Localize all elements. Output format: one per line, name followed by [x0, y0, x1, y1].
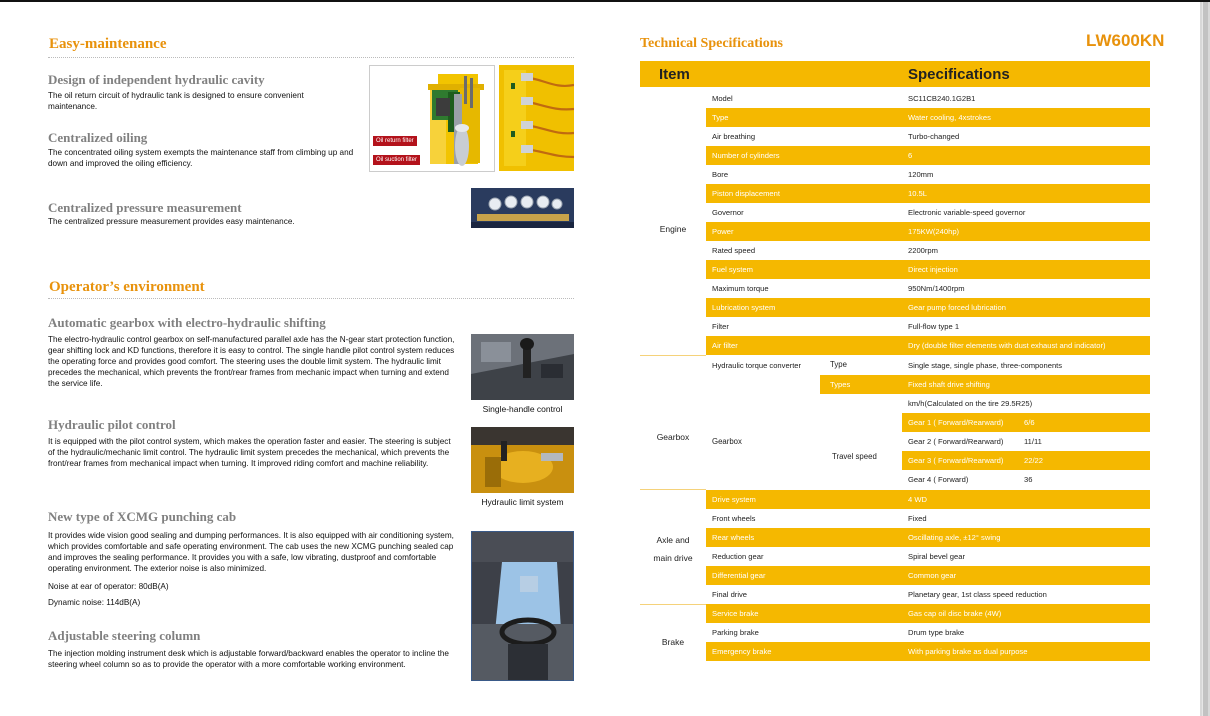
gearbox-heading: Automatic gearbox with electro-hydraulic shifting — [48, 315, 326, 330]
table-row: Filter Full-flow type 1 — [712, 322, 960, 331]
single-handle-caption: Single-handle control — [482, 404, 563, 414]
table-row: Lubrication system Gear pump forced lubrication — [706, 298, 1150, 317]
operator-environment-title: Operator’s environment — [49, 279, 205, 295]
pilot-control-text: It is equipped with the pilot control system, which makes the operation faster and easier. The steering is subject of the hydraulic/mechanic limit control. The hydraulic limit system precedes the mechanical, which prevents the front/rear frames from mechanical impact when turning. It improved riding comfort and machine reliability. — [48, 437, 451, 468]
oil-suction-filter-tag: Oil suction filter — [372, 154, 421, 166]
punching-cab-text: It provides wide vision good sealing and dumping performances. It is also equipped with air conditioning system, which provides comfortable and safe operating environment. The cab uses the new XCMG punching sealed cap and improves the sealing performance. It provides you with a safe, low vibrating, dustproof and comfortable operating environment. The exterior noise is also minimized. — [48, 531, 454, 573]
table-row: Maximum torque 950Nm/1400rpm — [712, 284, 965, 293]
table-row: Hydraulic torque converter Single stage, single phase, three-components — [712, 361, 1063, 370]
centralized-oiling-text: The concentrated oiling system exempts the maintenance staff from climbing up and down and improved the oiling efficiency. — [48, 148, 354, 168]
easy-maintenance-title: Easy-maintenance — [49, 36, 167, 52]
section-divider — [48, 57, 574, 58]
model-name: LW600KN — [1086, 31, 1165, 50]
pressure-measurement-text: The centralized pressure measurement provides easy maintenance. — [48, 217, 295, 226]
noise-dynamic-text: Dynamic noise: 114dB(A) — [48, 598, 141, 607]
oil-return-filter-tag: Oil return filter — [372, 135, 418, 147]
table-row: Final drive Planetary gear, 1st class speed reduction — [712, 590, 1047, 599]
punching-cab-heading: New type of XCMG punching cab — [48, 509, 237, 524]
table-row: Fuel system Direct injection — [706, 260, 1150, 279]
table-row: Gear 3 ( Forward/Rearward) 22/22 — [902, 451, 1150, 470]
single-handle-control-image — [471, 334, 574, 400]
vertical-scrollbar[interactable] — [1200, 2, 1210, 716]
table-row: Rated speed 2200rpm — [712, 246, 938, 255]
table-row: Number of cylinders 6 — [706, 146, 1150, 165]
brake-category: Brake — [661, 637, 685, 647]
gearbox-text: The electro-hydraulic control gearbox on self-manufactured parallel axle has the N-gear start protection function, gear shifting lock and KD functions, therefore it is easy to control. The single handle pilot control system reduces the operating force and provides good comfort. The steering uses the double limit system. The hydraulic limit precedes the mechanical, which prevents the front/rear frames from mechanic impact when turning and extend the service life. — [48, 335, 455, 388]
cab-interior-image — [471, 531, 574, 681]
table-row: Reduction gear Spiral bevel gear — [712, 552, 965, 561]
table-row: Front wheels Fixed — [712, 514, 927, 523]
table-row: Piston displacement 10.5L — [706, 184, 1150, 203]
table-row: Emergency brake With parking brake as dual purpose — [706, 642, 1150, 661]
oiling-points-image — [499, 65, 574, 171]
window-top-border — [0, 0, 1210, 2]
hydraulic-limit-caption: Hydraulic limit system — [481, 497, 564, 507]
table-row: Power 175KW(240hp) — [706, 222, 1150, 241]
table-header — [640, 61, 1150, 87]
table-row: Model SC11CB240.1G2B1 — [712, 94, 976, 103]
table-row: Drive system 4 WD — [706, 490, 1150, 509]
hydraulic-limit-image — [471, 427, 574, 493]
axle-category-line1: Axle and — [656, 535, 690, 545]
category-divider — [640, 604, 706, 605]
table-row: Gear 1 ( Forward/Rearward) 6/6 — [902, 413, 1150, 432]
category-divider — [640, 355, 706, 356]
table-row: Air filter Dry (double filter elements with dust exhaust and indicator) — [706, 336, 1150, 355]
table-row: Bore 120mm — [712, 170, 934, 179]
travel-speed-subcell: Travel speed — [832, 452, 877, 461]
engine-category: Engine — [659, 224, 687, 234]
table-row: Types Fixed shaft drive shifting — [820, 375, 1150, 394]
table-row: Governor Electronic variable-speed governor — [712, 208, 1026, 217]
item-column-header: Item — [659, 66, 690, 83]
category-divider — [640, 489, 706, 490]
gearbox-subcell: Gearbox — [712, 437, 742, 446]
table-row: Gear 4 ( Forward) 36 — [908, 475, 1033, 484]
pressure-gauges-image — [471, 188, 574, 228]
steering-column-heading: Adjustable steering column — [48, 628, 201, 643]
table-row: Air breathing Turbo-changed — [712, 132, 960, 141]
pressure-measurement-heading: Centralized pressure measurement — [48, 200, 242, 215]
specifications-column-header: Specifications — [908, 66, 1010, 83]
hydraulic-tank-image — [369, 65, 495, 172]
hydraulic-cavity-heading: Design of independent hydraulic cavity — [48, 72, 265, 87]
steering-column-text: The injection molding instrument desk which is adjustable forward/backward enables the operator to incline the steering wheel column so as to provide the operator with a more comfortable working environment. — [48, 649, 449, 669]
table-row: Differential gear Common gear — [706, 566, 1150, 585]
table-row: Type Water cooling, 4xstrokes — [706, 108, 1150, 127]
gearbox-category: Gearbox — [656, 432, 690, 442]
axle-category-line2: main drive — [653, 553, 693, 563]
table-row: Rear wheels Oscillating axle, ±12° swing — [706, 528, 1150, 547]
table-row: Gear 2 ( Forward/Rearward) 11/11 — [908, 437, 1042, 446]
noise-ear-text: Noise at ear of operator: 80dB(A) — [48, 582, 169, 591]
section-divider — [48, 298, 574, 299]
table-row: Parking brake Drum type brake — [712, 628, 965, 637]
table-row: Service brake Gas cap oil disc brake (4W) — [706, 604, 1150, 623]
technical-specifications-title: Technical Specifications — [640, 36, 783, 51]
table-row: km/h(Calculated on the tire 29.5R25) — [908, 399, 1033, 408]
centralized-oiling-heading: Centralized oiling — [48, 130, 148, 145]
type-subcell: Type — [830, 360, 847, 369]
hydraulic-cavity-text: The oil return circuit of hydraulic tank is designed to ensure convenient maintenance. — [48, 91, 304, 111]
scrollbar-thumb[interactable] — [1202, 2, 1208, 716]
pilot-control-heading: Hydraulic pilot control — [48, 417, 176, 432]
